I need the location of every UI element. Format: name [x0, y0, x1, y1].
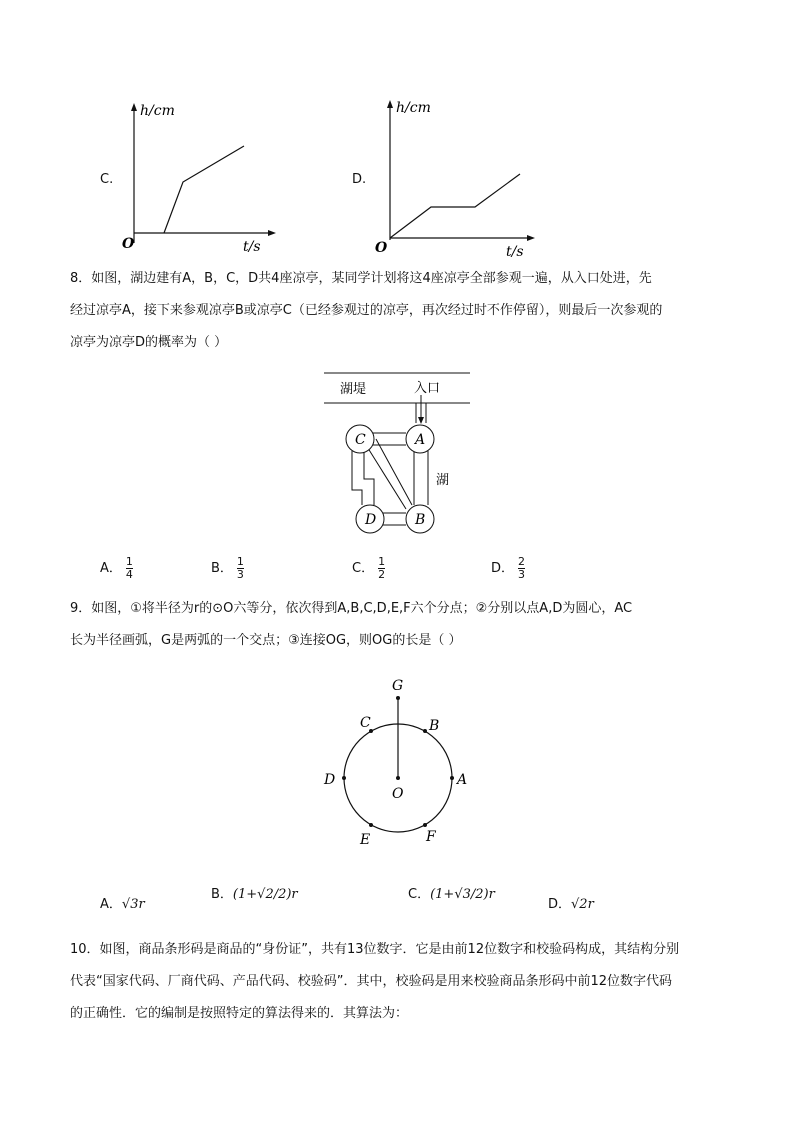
- q8-line-1: 8．如图，湖边建有A，B，C，D共4座凉亭，某同学计划将这4座凉亭全部参观一遍，从入口处进，先: [70, 271, 652, 286]
- label-a: A: [457, 772, 468, 788]
- point-f: [423, 823, 427, 827]
- q10-text: [70, 934, 730, 1030]
- pavilion-a-label: A: [415, 432, 426, 448]
- option-d-label: D.: [352, 172, 367, 187]
- path-c-b: [366, 439, 412, 509]
- label-o: O: [392, 786, 404, 802]
- pavilion-d-label: D: [365, 512, 377, 528]
- q8-option-a[interactable]: A． $\frac{1}{4}$: [100, 555, 133, 581]
- path-d-b: [382, 513, 406, 525]
- q8-option-b[interactable]: B． $\frac{1}{3}$: [211, 555, 244, 581]
- graph-d-origin: O: [375, 240, 388, 256]
- graph-d-y-arrow: [387, 100, 393, 108]
- q8-pavilion-diagram: [320, 365, 480, 540]
- q9-line-2: 长为半径画弧，G是两弧的一个交点；③连接OG，则OG的长是（ ）: [70, 633, 462, 648]
- entrance-arrow-head: [418, 417, 424, 424]
- q9-option-b[interactable]: B．(1+√2/2)r: [211, 887, 298, 902]
- path-c-d: [352, 451, 374, 505]
- graph-d-y-label: h/cm: [396, 100, 431, 116]
- q9-option-a[interactable]: A．√3r: [100, 897, 145, 912]
- graph-c-x-arrow: [268, 230, 276, 236]
- graph-c: [110, 95, 280, 260]
- q9-circle-diagram: [310, 670, 490, 850]
- q10-line-2: 代表“国家代码、厂商代码、产品代码、校验码”．其中，校验码是用来校验商品条形码中前12位数字代码: [70, 974, 673, 989]
- label-b: B: [429, 718, 440, 734]
- point-g: [396, 696, 400, 700]
- option-c-label: C.: [100, 172, 114, 187]
- pavilion-b-label: B: [415, 512, 426, 528]
- path-c-a: [372, 433, 406, 445]
- graph-d-x-arrow: [527, 235, 535, 241]
- q9-text: [70, 593, 730, 657]
- q8-line-2: 经过凉亭A，接下来参观凉亭B或凉亭C（已经参观过的凉亭，再次经过时不作停留），则最后一次参观的: [70, 303, 663, 318]
- graph-d-x-label: t/s: [506, 244, 524, 260]
- q9-option-d[interactable]: D．√2r: [548, 897, 594, 912]
- entrance-label: 入口: [414, 381, 441, 396]
- graph-c-origin: O: [122, 236, 135, 252]
- graph-c-x-label: t/s: [243, 239, 261, 255]
- q9-option-c[interactable]: C．(1+√3/2)r: [408, 887, 495, 902]
- point-d: [342, 776, 346, 780]
- graph-c-line: [164, 146, 244, 233]
- label-f: F: [426, 829, 436, 845]
- point-o: [396, 776, 400, 780]
- label-c: C: [360, 715, 371, 731]
- graph-c-y-label: h/cm: [140, 103, 175, 119]
- q8-option-d[interactable]: D． $\frac{2}{3}$: [491, 555, 526, 581]
- graph-d: [365, 92, 540, 262]
- path-a-b: [414, 451, 428, 505]
- lake-label: 湖: [436, 473, 450, 488]
- label-d: D: [324, 772, 336, 788]
- q8-line-3: 凉亭为凉亭D的概率为（ ）: [70, 335, 228, 350]
- bank-label: 湖堤: [340, 382, 367, 397]
- graph-c-y-arrow: [131, 103, 137, 111]
- q8-text: [70, 263, 730, 359]
- graph-d-line: [390, 174, 520, 238]
- label-g: G: [392, 678, 404, 694]
- q10-line-3: 的正确性．它的编制是按照特定的算法得来的．其算法为：: [70, 1006, 409, 1021]
- pavilion-c-label: C: [355, 432, 366, 448]
- label-e: E: [360, 832, 371, 848]
- q8-option-c[interactable]: C． $\frac{1}{2}$: [352, 555, 386, 581]
- point-a: [450, 776, 454, 780]
- point-e: [369, 823, 373, 827]
- q9-line-1: 9．如图，①将半径为r的⊙O六等分，依次得到A,B,C,D,E,F六个分点；②分别以点A,D为圆心，AC: [70, 601, 633, 616]
- q10-line-1: 10．如图，商品条形码是商品的“身份证”，共有13位数字．它是由前12位数字和校验码构成，其结构分别: [70, 942, 680, 957]
- point-b: [423, 729, 427, 733]
